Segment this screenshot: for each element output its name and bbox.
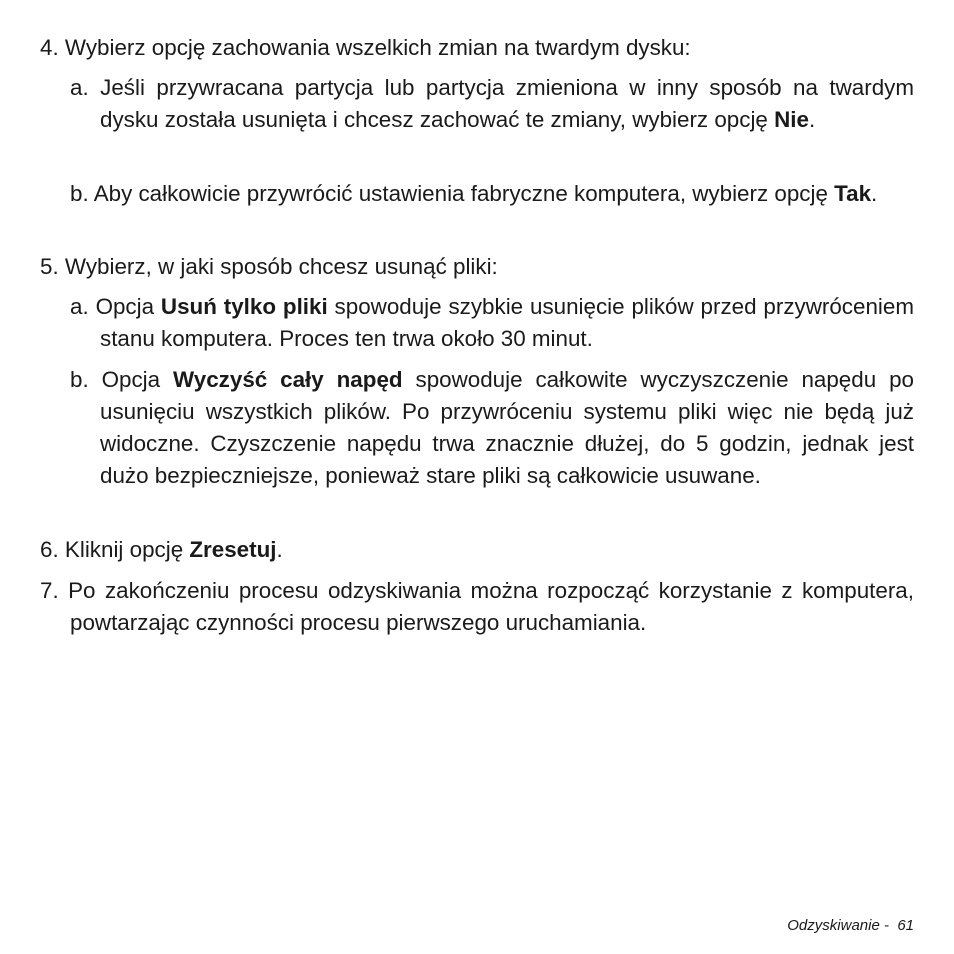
step-4-option-b — [70, 178, 914, 210]
option-bold-term: Usuń tylko pliki — [160, 294, 328, 319]
option-text: Jeśli przywracana partycja lub partycja zmieniona w inny sposób na twardym dysku została usunięta i chcesz zachować te zmiany, wybierz opcję — [100, 75, 914, 132]
step-number: 7. — [40, 578, 59, 603]
option-bold-term: Wyczyść cały napęd — [173, 367, 403, 392]
option-bold-term: Tak — [834, 181, 872, 206]
option-text-end: . — [808, 107, 816, 132]
option-text-end: spowoduje całkowite wyczyszczenie napędu po usunięciu wszystkich plików. Po przywróceniu systemu pliki więc nie będą już widoczne. Czyszczenie napędu trwa znacznie dłużej, do 5 godzin, jednak jest dużo bezpieczniejsze, ponieważ stare pliki są całkowicie usuwane. — [100, 367, 914, 488]
step-number: 5. — [40, 254, 59, 279]
step-5-option-a — [70, 291, 914, 355]
step-text: Wybierz opcję zachowania wszelkich zmian na twardym dysku: — [64, 35, 691, 60]
page-number: 61 — [897, 917, 914, 934]
step-text: Wybierz, w jaki sposób chcesz usunąć pliki: — [64, 254, 498, 279]
step-bold-term: Zresetuj — [189, 537, 277, 562]
option-text-end: . — [871, 181, 878, 206]
option-letter: a. — [70, 75, 89, 100]
footer-section: Odzyskiwanie - — [787, 917, 889, 934]
step-7 — [40, 575, 914, 639]
option-text: Opcja — [101, 367, 174, 392]
page-footer — [787, 917, 914, 934]
option-text: Aby całkowicie przywrócić ustawienia fabryczne komputera, wybierz opcję — [93, 181, 835, 206]
option-letter: b. — [70, 181, 89, 206]
option-letter: a. — [70, 294, 89, 319]
step-text: Kliknij opcję — [64, 537, 190, 562]
option-letter: b. — [70, 367, 89, 392]
step-6 — [40, 534, 914, 566]
step-5-option-b — [70, 364, 914, 492]
step-number: 6. — [40, 537, 59, 562]
option-text-end: spowoduje szybkie usunięcie plików przed przywróceniem stanu komputera. Proces ten trwa około 30 minut. — [100, 294, 914, 351]
step-4 — [40, 32, 914, 64]
step-text: Po zakończeniu procesu odzyskiwania można rozpocząć korzystanie z komputera, powtarzając czynności procesu pierwszego uruchamiania. — [68, 578, 914, 635]
step-5 — [40, 251, 914, 283]
step-4-option-a — [70, 72, 914, 136]
option-bold-term: Nie — [774, 107, 809, 132]
step-text-end: . — [276, 537, 283, 562]
option-text: Opcja — [95, 294, 161, 319]
step-number: 4. — [40, 35, 59, 60]
